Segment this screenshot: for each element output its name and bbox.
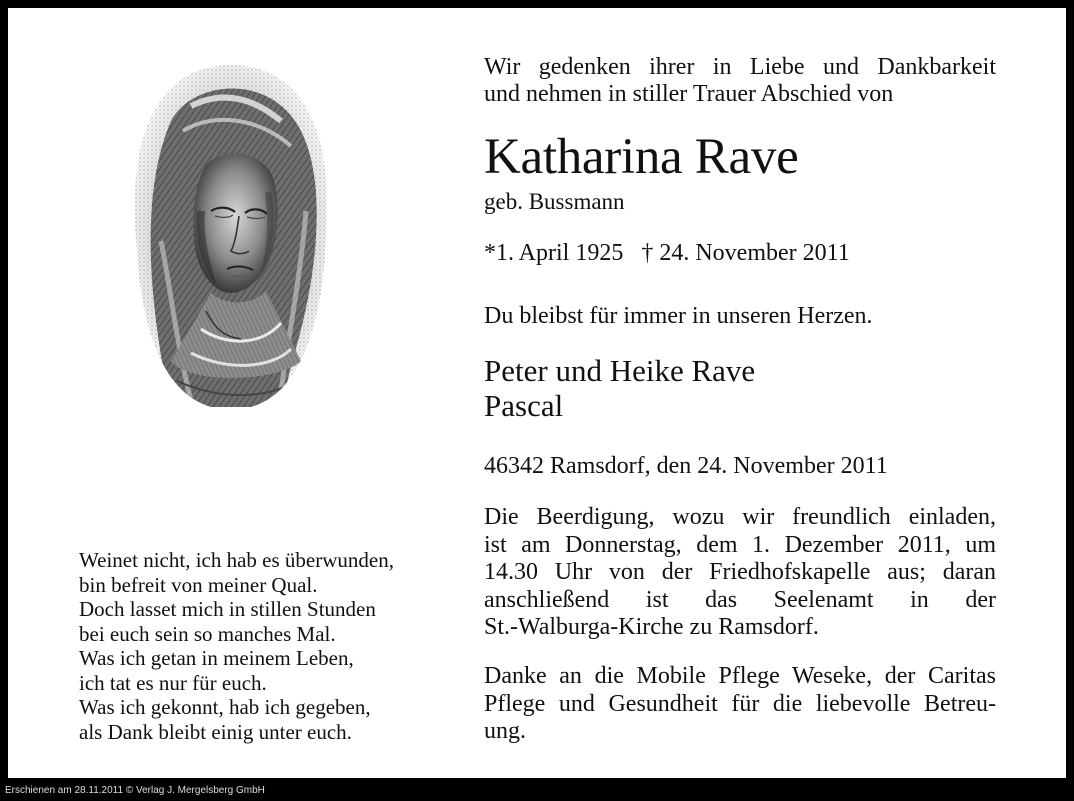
funeral-line: 14.30 Uhr von der Friedhofskapelle aus; daran: [484, 559, 996, 585]
thanks-note: [484, 663, 996, 746]
poem-line: Was ich getan in meinem Leben,: [79, 646, 354, 670]
mourners: [484, 353, 755, 423]
poem-line: bei euch sein so manches Mal.: [79, 621, 336, 646]
mourner-line: Peter und Heike Rave: [484, 353, 756, 388]
death-date: † 24. November 2011: [641, 240, 850, 266]
publication-footer: [0, 782, 1074, 801]
memorial-poem: [79, 548, 459, 744]
thanks-line: ung.: [484, 718, 526, 744]
funeral-line: St.-Walburga-Kirche zu Ramsdorf.: [484, 614, 819, 640]
poem-line: bin befreit von meiner Qual.: [79, 572, 318, 597]
birth-date: *1. April 1925: [484, 240, 624, 266]
madonna-portrait-image: [131, 61, 331, 409]
funeral-details: [484, 504, 996, 642]
life-dates: [484, 238, 850, 268]
thanks-line: Danke an die Mobile Pflege Weseke, der Caritas: [484, 663, 996, 689]
place-and-date: 46342 Ramsdorf, den 24. November 2011: [484, 453, 888, 479]
thanks-line: Pflege und Gesundheit für die liebevolle Betreu-: [484, 690, 996, 717]
obituary-notice: [8, 8, 1066, 778]
poem-line: ich tat es nur für euch.: [79, 670, 267, 695]
funeral-line: anschließend ist das Seelenamt in der: [484, 586, 996, 613]
funeral-line: ist am Donnerstag, dem 1. Dezember 2011, um: [484, 531, 996, 558]
mourner-line: Pascal: [484, 388, 564, 423]
publication-credit: Erschienen am 28.11.2011 © Verlag J. Mergelsberg GmbH: [5, 785, 265, 796]
poem-line: als Dank bleibt einig unter euch.: [79, 719, 352, 744]
memorial-motto: Du bleibst für immer in unseren Herzen.: [484, 303, 873, 329]
poem-line: Doch lasset mich in stillen Stunden: [79, 597, 376, 621]
intro-text: [484, 54, 996, 108]
intro-line: Wir gedenken ihrer in Liebe und Dankbarkeit: [484, 54, 996, 80]
poem-line: Was ich gekonnt, hab ich gegeben,: [79, 695, 371, 719]
intro-line: und nehmen in stiller Trauer Abschied von: [484, 81, 894, 107]
maiden-name: geb. Bussmann: [484, 189, 625, 214]
poem-line: Weinet nicht, ich hab es überwunden,: [79, 548, 394, 572]
funeral-line: Die Beerdigung, wozu wir freundlich einladen,: [484, 504, 996, 530]
deceased-name: Katharina Rave: [484, 129, 799, 185]
